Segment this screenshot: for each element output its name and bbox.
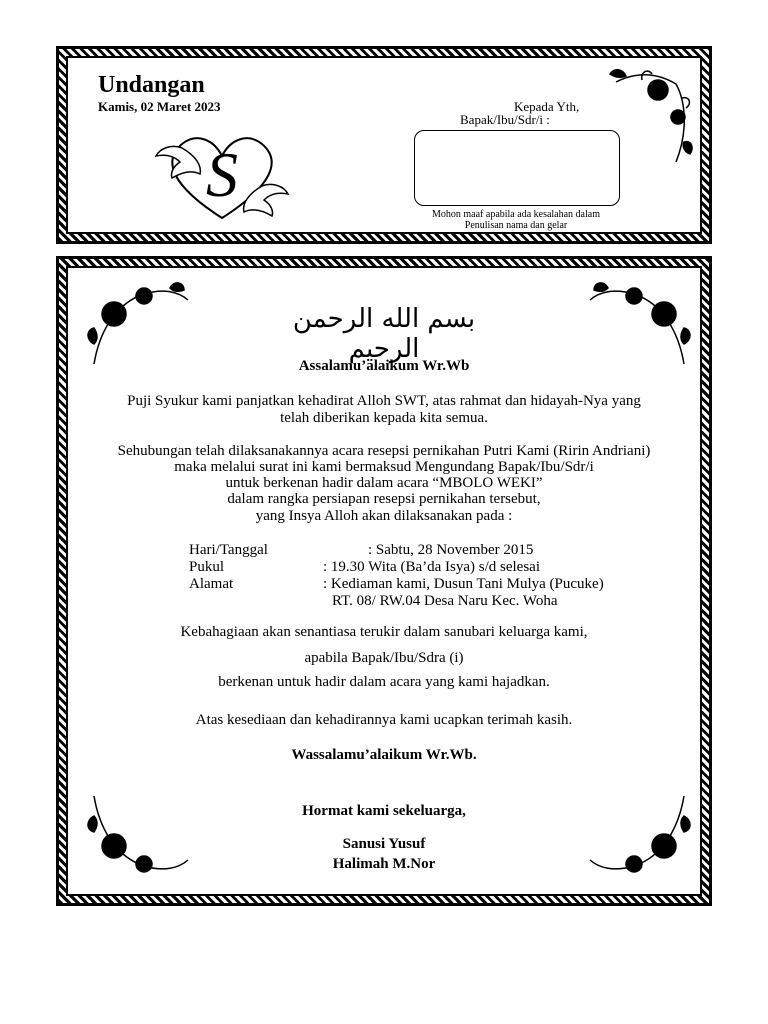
apology-note-line2: Penulisan nama dan gelar bbox=[464, 220, 568, 231]
signature-intro: Hormat kami sekeluarga, bbox=[302, 803, 466, 819]
paragraph-invite-line3: untuk berkenan hadir dalam acara “MBOLO WEKI” bbox=[225, 475, 543, 491]
detail-address-value2: RT. 08/ RW.04 Desa Naru Kec. Woha bbox=[332, 593, 558, 609]
paragraph-invite-line4: dalam rangka persiapan resepsi pernikahan tersebut, bbox=[227, 491, 541, 507]
paragraph-hope-line1: Kebahagiaan akan senantiasa terukir dalam sanubari keluarga kami, bbox=[180, 624, 588, 640]
svg-text:S: S bbox=[206, 139, 238, 210]
paragraph-hope-line3: berkenan untuk hadir dalam acara yang kami hajadkan. bbox=[218, 674, 550, 690]
card-title: Undangan bbox=[98, 72, 205, 98]
paragraph-invite-line2: maka melalui surat ini kami bermaksud Mengundang Bapak/Ibu/Sdr/i bbox=[174, 459, 594, 475]
signer-name-2: Halimah M.Nor bbox=[332, 856, 436, 872]
apology-note-line1: Mohon maaf apabila ada kesalahan dalam bbox=[432, 209, 600, 220]
paragraph-invite-line1: Sehubungan telah dilaksanakannya acara resepsi pernikahan Putri Kami (Ririn Andriani) bbox=[117, 443, 651, 459]
invitation-envelope-card bbox=[56, 46, 712, 244]
recipient-heading: Kepada Yth, bbox=[514, 99, 580, 114]
invitation-letter-card bbox=[56, 256, 712, 906]
paragraph-thanks-line1: Puji Syukur kami panjatkan kehadirat Alloh SWT, atas rahmat dan hidayah-Nya yang bbox=[127, 393, 641, 409]
greeting: Assalamu’alaikum Wr.Wb bbox=[298, 358, 470, 374]
card-date: Kamis, 02 Maret 2023 bbox=[98, 99, 221, 114]
detail-time-value: : 19.30 Wita (Ba’da Isya) s/d selesai bbox=[323, 559, 540, 575]
paragraph-thanks-closing: Atas kesediaan dan kehadirannya kami ucapkan terimah kasih. bbox=[195, 712, 573, 728]
paragraph-hope-line2: apabila Bapak/Ibu/Sdra (i) bbox=[304, 650, 464, 666]
recipient-label: Bapak/Ibu/Sdr/i : bbox=[460, 112, 550, 127]
detail-address-value1: : Kediaman kami, Dusun Tani Mulya (Pucuke) bbox=[323, 576, 604, 592]
floral-corner-ornament-icon bbox=[596, 62, 696, 172]
doves-heart-logo bbox=[152, 126, 292, 226]
detail-time-label: Pukul bbox=[189, 559, 225, 575]
paragraph-thanks-line2: telah diberikan kepada kita semua. bbox=[280, 410, 488, 426]
detail-address-label: Alamat bbox=[189, 576, 234, 592]
bismillah-calligraphy: بسم الله الرحمن الرحيم bbox=[292, 304, 476, 364]
signer-name-1: Sanusi Yusuf bbox=[342, 836, 426, 852]
detail-day-label: Hari/Tanggal bbox=[189, 542, 268, 558]
recipient-name-box bbox=[414, 130, 620, 206]
detail-day-value: : Sabtu, 28 November 2015 bbox=[368, 542, 534, 558]
closing-greeting: Wassalamu’alaikum Wr.Wb. bbox=[291, 747, 477, 763]
paragraph-invite-line5: yang Insya Alloh akan dilaksanakan pada : bbox=[255, 508, 513, 524]
